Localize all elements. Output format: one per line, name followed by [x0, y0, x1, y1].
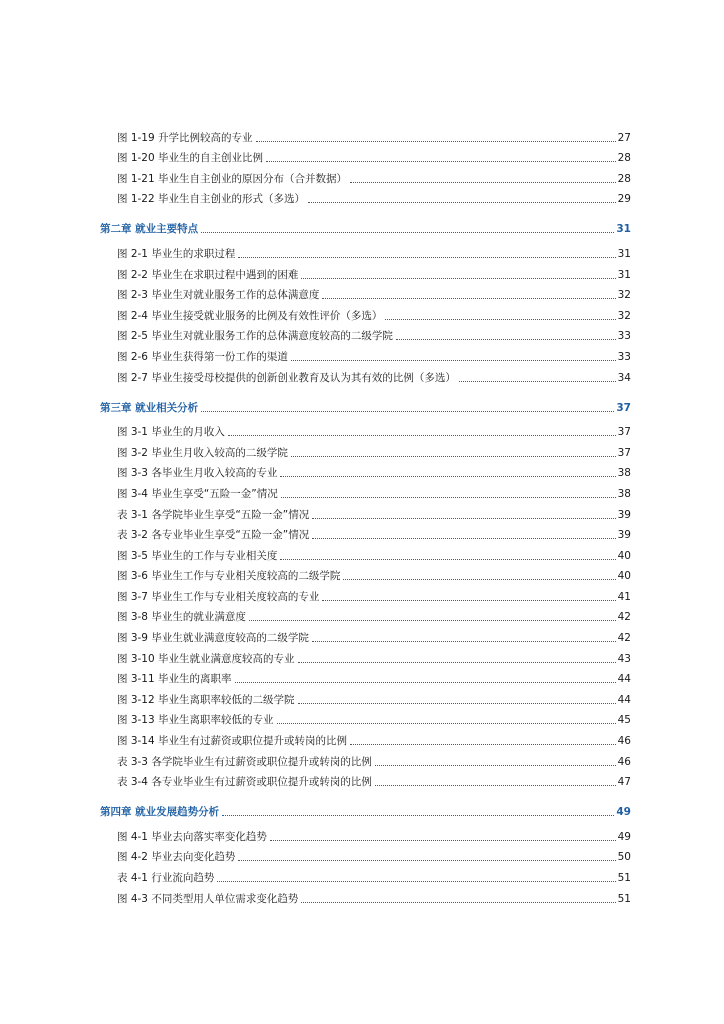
dot-leader: [201, 410, 614, 412]
toc-page-number: 31: [617, 268, 631, 281]
dot-leader: [312, 640, 616, 642]
dot-leader: [228, 434, 616, 436]
table-of-contents: [100, 124, 631, 906]
toc-entry-title: 图 3-3 各毕业生月收入较高的专业: [117, 467, 278, 480]
toc-page-number: 39: [617, 508, 631, 521]
toc-chapter-heading[interactable]: [100, 795, 631, 819]
toc-entry[interactable]: [100, 501, 631, 522]
toc-entry-title: 表 3-1 各学院毕业生享受“五险一金”情况: [117, 508, 310, 521]
toc-page-number: 51: [617, 872, 631, 884]
toc-entry[interactable]: [100, 261, 631, 282]
toc-page-number: 43: [617, 652, 631, 665]
toc-entry[interactable]: [100, 844, 631, 865]
toc-page-number: 37: [617, 426, 631, 439]
dot-leader: [385, 318, 615, 320]
dot-leader: [256, 140, 616, 142]
dot-leader: [375, 784, 616, 786]
toc-entry-title: 第四章 就业发展趋势分析: [100, 806, 220, 819]
toc-entry[interactable]: [100, 707, 631, 728]
toc-entry-title: 图 3-4 毕业生享受“五险一金”情况: [117, 487, 278, 500]
toc-entry[interactable]: [100, 302, 631, 323]
dot-leader: [459, 380, 616, 382]
toc-page-number: 38: [617, 487, 631, 500]
toc-entry-title: 图 4-1 毕业去向落实率变化趋势: [117, 830, 267, 843]
dot-leader: [280, 558, 615, 560]
toc-entry-title: 图 3-11 毕业生的离职率: [117, 673, 232, 686]
toc-page-number: 33: [617, 330, 631, 343]
toc-page-number: 29: [617, 193, 631, 206]
toc-chapter-heading[interactable]: [100, 212, 631, 236]
dot-leader: [238, 256, 615, 258]
toc-page-number: 28: [617, 172, 631, 185]
toc-page-number: 37: [616, 401, 631, 414]
dot-leader: [350, 181, 616, 183]
dot-leader: [222, 814, 614, 816]
toc-entry-title: 图 1-19 升学比例较高的专业: [117, 131, 253, 144]
toc-entry-title: 图 4-2 毕业去向变化趋势: [117, 851, 236, 864]
dot-leader: [301, 901, 615, 903]
dot-leader: [312, 517, 615, 519]
toc-page-number: 28: [617, 152, 631, 165]
toc-page-number: 51: [617, 892, 631, 905]
dot-leader: [277, 722, 616, 724]
toc-entry[interactable]: [100, 282, 631, 303]
toc-entry-title: 图 2-2 毕业生在求职过程中遇到的困难: [117, 268, 299, 281]
dot-leader: [396, 338, 616, 340]
toc-entry[interactable]: [100, 343, 631, 364]
toc-entry-title: 图 3-7 毕业生工作与专业相关度较高的专业: [117, 590, 320, 603]
toc-page-number: 44: [617, 693, 631, 706]
toc-entry-title: 图 2-5 毕业生对就业服务工作的总体满意度较高的二级学院: [117, 330, 393, 343]
dot-leader: [238, 859, 615, 861]
toc-entry-title: 图 1-22 毕业生自主创业的形式（多选）: [117, 193, 306, 206]
toc-entry[interactable]: [100, 165, 631, 186]
toc-entry-title: 图 3-2 毕业生月收入较高的二级学院: [117, 446, 288, 459]
toc-entry-title: 图 2-4 毕业生接受就业服务的比例及有效性评价（多选）: [117, 309, 383, 322]
toc-entry[interactable]: [100, 748, 631, 769]
toc-entry[interactable]: [100, 645, 631, 666]
toc-entry-title: 图 1-21 毕业生自主创业的原因分布（合并数据）: [117, 172, 348, 185]
dot-leader: [375, 764, 616, 766]
dot-leader: [308, 201, 616, 203]
toc-entry[interactable]: [100, 885, 631, 906]
toc-page-number: 42: [617, 611, 631, 624]
toc-entry-title: 图 3-13 毕业生离职率较低的专业: [117, 714, 274, 727]
toc-entry[interactable]: [100, 604, 631, 625]
toc-entry[interactable]: [100, 145, 631, 166]
toc-entry[interactable]: [100, 186, 631, 207]
toc-page-number: 50: [617, 851, 631, 864]
dot-leader: [291, 359, 616, 361]
toc-entry-title: 图 3-10 毕业生就业满意度较高的专业: [117, 652, 295, 665]
toc-page-number: 49: [616, 806, 631, 819]
toc-entry[interactable]: [100, 686, 631, 707]
toc-page-number: 33: [617, 350, 631, 363]
toc-entry-title: 图 3-5 毕业生的工作与专业相关度: [117, 549, 278, 562]
dot-leader: [301, 277, 615, 279]
toc-page-number: 40: [617, 549, 631, 562]
toc-entry[interactable]: [100, 323, 631, 344]
dot-leader: [312, 537, 615, 539]
toc-page-number: 32: [617, 289, 631, 302]
dot-leader: [322, 297, 615, 299]
toc-page-number: 46: [617, 755, 631, 768]
toc-entry[interactable]: [100, 240, 631, 261]
toc-entry[interactable]: [100, 563, 631, 584]
toc-page-number: 31: [617, 247, 631, 260]
toc-entry[interactable]: [100, 480, 631, 501]
toc-entry-title: 第三章 就业相关分析: [100, 401, 199, 414]
toc-chapter-heading[interactable]: [100, 391, 631, 415]
toc-entry[interactable]: [100, 439, 631, 460]
toc-page-number: 39: [617, 529, 631, 542]
toc-entry[interactable]: [100, 583, 631, 604]
toc-page-number: 27: [617, 131, 631, 144]
toc-page-number: 37: [617, 446, 631, 459]
toc-entry[interactable]: [100, 624, 631, 645]
toc-entry[interactable]: [100, 522, 631, 543]
toc-entry[interactable]: [100, 542, 631, 563]
toc-page-number: 34: [617, 371, 631, 384]
toc-page-number: 49: [617, 830, 631, 843]
toc-entry-title: 图 2-7 毕业生接受母校提供的创新创业教育及认为其有效的比例（多选）: [117, 371, 456, 384]
toc-entry[interactable]: [100, 727, 631, 748]
toc-entry-title: 图 3-8 毕业生的就业满意度: [117, 611, 246, 624]
dot-leader: [280, 475, 615, 477]
toc-entry[interactable]: [100, 124, 631, 145]
toc-entry[interactable]: [100, 364, 631, 385]
dot-leader: [298, 661, 616, 663]
toc-entry-title: 图 2-6 毕业生获得第一份工作的渠道: [117, 350, 288, 363]
toc-entry-title: 图 3-1 毕业生的月收入: [117, 426, 225, 439]
dot-leader: [298, 702, 616, 704]
toc-entry[interactable]: [100, 769, 631, 790]
toc-entry[interactable]: [100, 419, 631, 440]
toc-page-number: 32: [617, 309, 631, 322]
toc-page-number: 45: [617, 714, 631, 727]
toc-entry-title: 图 3-12 毕业生离职率较低的二级学院: [117, 693, 295, 706]
toc-page-number: 44: [617, 673, 631, 686]
toc-entry-title: 图 3-9 毕业生就业满意度较高的二级学院: [117, 632, 309, 645]
toc-page-number: 42: [617, 632, 631, 645]
dot-leader: [249, 619, 616, 621]
dot-leader: [201, 231, 614, 233]
dot-leader: [270, 839, 616, 841]
dot-leader: [291, 455, 616, 457]
toc-entry-title: 图 3-14 毕业生有过薪资或职位提升或转岗的比例: [117, 735, 348, 748]
toc-entry-title: 图 2-1 毕业生的求职过程: [117, 247, 236, 260]
toc-page-number: 40: [617, 570, 631, 583]
toc-entry-title: 图 4-3 不同类型用人单位需求变化趋势: [117, 892, 299, 905]
toc-page-number: 46: [617, 735, 631, 748]
toc-page-number: 41: [617, 590, 631, 603]
dot-leader: [281, 496, 616, 498]
dot-leader: [322, 599, 615, 601]
toc-entry[interactable]: [100, 666, 631, 687]
dot-leader: [266, 160, 616, 162]
dot-leader: [217, 880, 615, 882]
toc-entry[interactable]: [100, 823, 631, 844]
toc-entry-title: 表 3-2 各专业毕业生享受“五险一金”情况: [117, 529, 310, 542]
toc-entry-title: 图 3-6 毕业生工作与专业相关度较高的二级学院: [117, 570, 341, 583]
dot-leader: [350, 743, 616, 745]
toc-page-number: 38: [617, 467, 631, 480]
toc-entry-title: 表 3-3 各学院毕业生有过薪资或职位提升或转岗的比例: [117, 755, 372, 768]
toc-entry-title: 第二章 就业主要特点: [100, 223, 199, 236]
toc-entry[interactable]: [100, 864, 631, 885]
toc-page-number: 31: [616, 223, 631, 236]
dot-leader: [235, 681, 616, 683]
toc-entry-title: 图 1-20 毕业生的自主创业比例: [117, 152, 264, 165]
dot-leader: [343, 578, 615, 580]
toc-page-number: 47: [617, 776, 631, 789]
toc-entry-title: 表 3-4 各专业毕业生有过薪资或职位提升或转岗的比例: [117, 776, 372, 789]
toc-entry[interactable]: [100, 460, 631, 481]
toc-entry-title: 图 2-3 毕业生对就业服务工作的总体满意度: [117, 289, 320, 302]
toc-entry-title: 表 4-1 行业流向趋势: [117, 872, 215, 884]
